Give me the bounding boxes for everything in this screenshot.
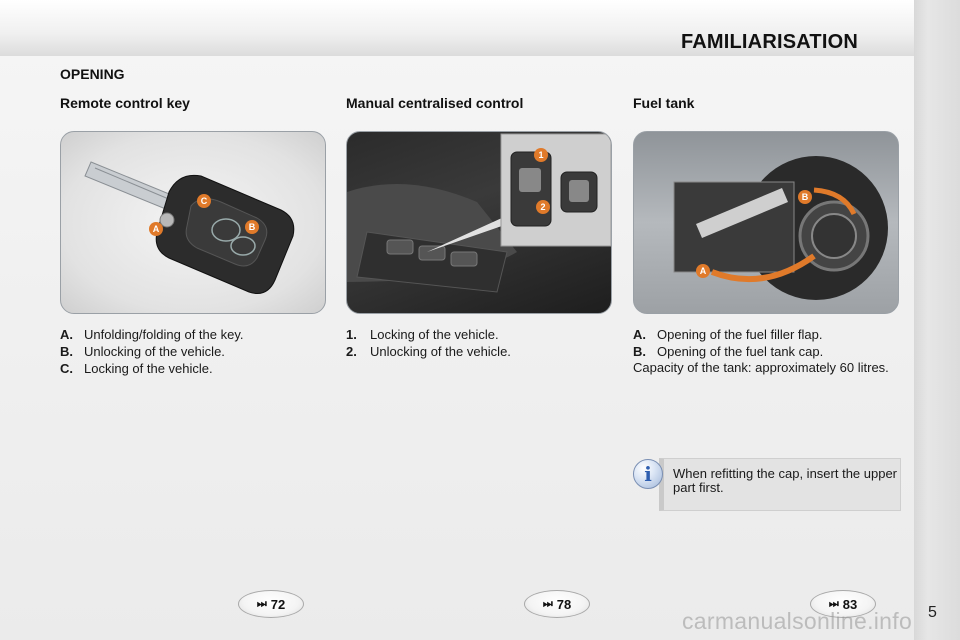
fuel-tank-title: Fuel tank: [633, 95, 695, 111]
info-text: When refitting the cap, insert the upper part first.: [673, 466, 898, 495]
marker-b: B: [245, 220, 259, 234]
section-title: OPENING: [60, 66, 125, 82]
page-ref-link-78[interactable]: [524, 590, 590, 618]
item-label: A.: [633, 327, 646, 342]
skip-forward-icon: ⏭: [256, 597, 267, 610]
marker-1: 1: [534, 148, 548, 162]
ref-number: 78: [556, 596, 572, 612]
marker-a: A: [149, 222, 163, 236]
item-text: Unfolding/folding of the key.: [84, 327, 244, 342]
item-label: 2.: [346, 344, 357, 359]
marker-2: 2: [536, 200, 550, 214]
skip-forward-icon: ⏭: [828, 597, 839, 610]
ref-number: 72: [270, 596, 286, 612]
item-text: Opening of the fuel tank cap.: [657, 344, 824, 359]
item-label: 1.: [346, 327, 357, 342]
item-text: Unlocking of the vehicle.: [370, 344, 511, 359]
item-label: A.: [60, 327, 73, 342]
list-item: [60, 360, 243, 377]
item-label: B.: [60, 344, 73, 359]
list-item: [60, 326, 243, 343]
info-icon: i: [633, 459, 663, 489]
item-text: Locking of the vehicle.: [370, 327, 499, 342]
fuel-tank-photo: [633, 131, 899, 314]
page-number: 5: [928, 604, 937, 621]
tank-capacity-text: Capacity of the tank: approximately 60 litres.: [633, 360, 889, 375]
remote-key-photo: [60, 131, 326, 314]
remote-key-title: Remote control key: [60, 95, 190, 111]
page-title: FAMILIARISATION: [680, 31, 858, 53]
item-label: B.: [633, 344, 646, 359]
ref-number: 83: [842, 596, 858, 612]
list-item: [346, 343, 511, 360]
fuel-tank-list: [633, 326, 823, 360]
door-panel-illustration: [347, 132, 612, 314]
page-edge: [914, 0, 960, 640]
list-item: [633, 326, 823, 343]
header-band: [0, 0, 914, 56]
fuel-flap-illustration: [634, 132, 899, 314]
central-control-title: Manual centralised control: [346, 95, 524, 111]
skip-forward-icon: ⏭: [542, 597, 553, 610]
remote-key-illustration: [61, 132, 326, 314]
marker-fuel-a: A: [696, 264, 710, 278]
item-text: Locking of the vehicle.: [84, 361, 213, 376]
marker-fuel-b: B: [798, 190, 812, 204]
page-ref-link-72[interactable]: [238, 590, 304, 618]
marker-c: C: [197, 194, 211, 208]
central-control-photo: [346, 131, 612, 314]
list-item: [346, 326, 511, 343]
watermark: carmanualsonline.info: [682, 608, 913, 634]
remote-key-list: [60, 326, 243, 377]
list-item: [60, 343, 243, 360]
item-label: C.: [60, 361, 73, 376]
item-text: Unlocking of the vehicle.: [84, 344, 225, 359]
item-text: Opening of the fuel filler flap.: [657, 327, 823, 342]
central-control-list: [346, 326, 511, 360]
list-item: [633, 343, 823, 360]
